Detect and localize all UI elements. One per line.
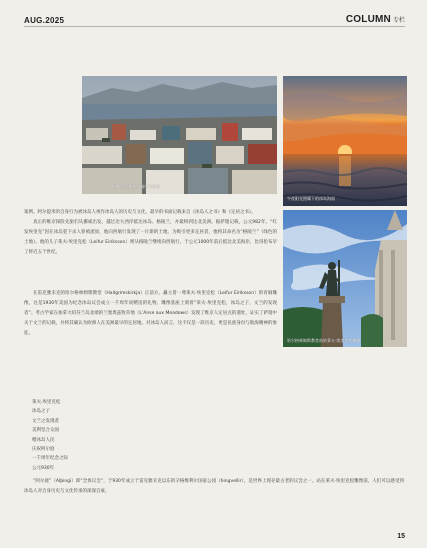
inscription-line: 文兰之发现者: [32, 418, 59, 424]
page-number: 15: [397, 533, 405, 540]
paragraph-1: 案例。阿尔提米的自身行为被冰岛人视作冰岛人的历史与文化，最早的书面记载来自《冰岛人之书》和《定居之书》。: [24, 210, 256, 215]
article-body-bottom: [24, 477, 404, 497]
sunset-photo-caption: 午夜阳光照耀下的冰岛海面: [287, 196, 335, 201]
photo-city-harbor: [82, 76, 277, 194]
column-subtitle: 专栏: [392, 18, 405, 24]
article-body-top: [24, 208, 277, 258]
photo-statue: [283, 210, 407, 347]
inscription-line: 冰岛之子: [32, 409, 50, 415]
article-body-mid: [24, 289, 277, 339]
inscription-line: 公元930年: [32, 465, 55, 471]
inscription-line: 美利坚合众国: [32, 428, 59, 434]
column-title: COLUMN: [345, 14, 391, 25]
paragraph-closing: “阿尔庭”（Alþingi）即“全体议会”，于930年成立于雷克雅未克以东的辛格维利尔国家公园（Þingvellir），是世界上现存最古老的议会之一。站在莱夫·埃里克松雕像前，人们可以感受到冰岛人对自身历史与文化传承的深深自豪。: [24, 479, 404, 494]
paragraph-3: 在雷克雅未克的哈尔格林姆斯教堂（Hallgrímskirkja）正前方，矗立着一尊莱夫·埃里克松（Leifur Eiríksson）的青铜雕像，这是1930年美国为纪念冰岛议会成立一千周年而赠送的礼物。雕像基座上刻着“莱夫·埃里克松，冰岛之子，文兰的发现者”。考古学家在加拿大纽芬兰岛北端的兰塞奥兹牧草地（L’Anse aux Meadows）发现了维京人定居点的遗址，证实了萨迦中关于文兰的记载，并将其确认为欧洲人在美洲最早的定居地。对冰岛人而言，这不仅是一段历史，更是民族身份与航海精神的象征。: [24, 291, 277, 336]
column-label: [346, 14, 405, 25]
header-rule: [24, 26, 405, 27]
inscription-line: 莱夫·埃里克松: [32, 400, 61, 405]
city-photo-caption: 俯瞰雷克雅未克城市与海湾: [112, 184, 160, 189]
photo-sunset-sea: [283, 76, 407, 206]
inscription-list: [24, 398, 184, 473]
statue-photo-caption: 哈尔格林姆斯教堂前的莱夫·埃里克松雕像: [287, 338, 361, 343]
statue-image: [283, 210, 407, 347]
paragraph-2: 真正的维京探险先驱们从挪威出发，越过北大西洋抵达冰岛、格陵兰，并最终到达北美洲。据萨迦记载，公元982年，“红发埃里克”因在冰岛犯下杀人罪被流放，他向西航行发现了一片新的土地，为吸引更多定居者，他将其命名为“格陵兰”（绿色的土地）。他的儿子莱夫·埃里克松（Leifur Eiríksson）则从格陵兰继续向西航行，于公元1000年前后抵达北美海岸，比哥伦布早了将近五个世纪。: [24, 220, 277, 255]
inscription-line: 庆祝阿尔庭: [32, 447, 55, 453]
issue-date: AUG.2025: [24, 16, 65, 25]
city-harbor-image: [82, 76, 277, 194]
sunset-sea-image: [283, 76, 407, 206]
inscription-line: 一千周年纪念之际: [32, 456, 68, 462]
inscription-line: 赠冰岛人民: [32, 437, 55, 443]
